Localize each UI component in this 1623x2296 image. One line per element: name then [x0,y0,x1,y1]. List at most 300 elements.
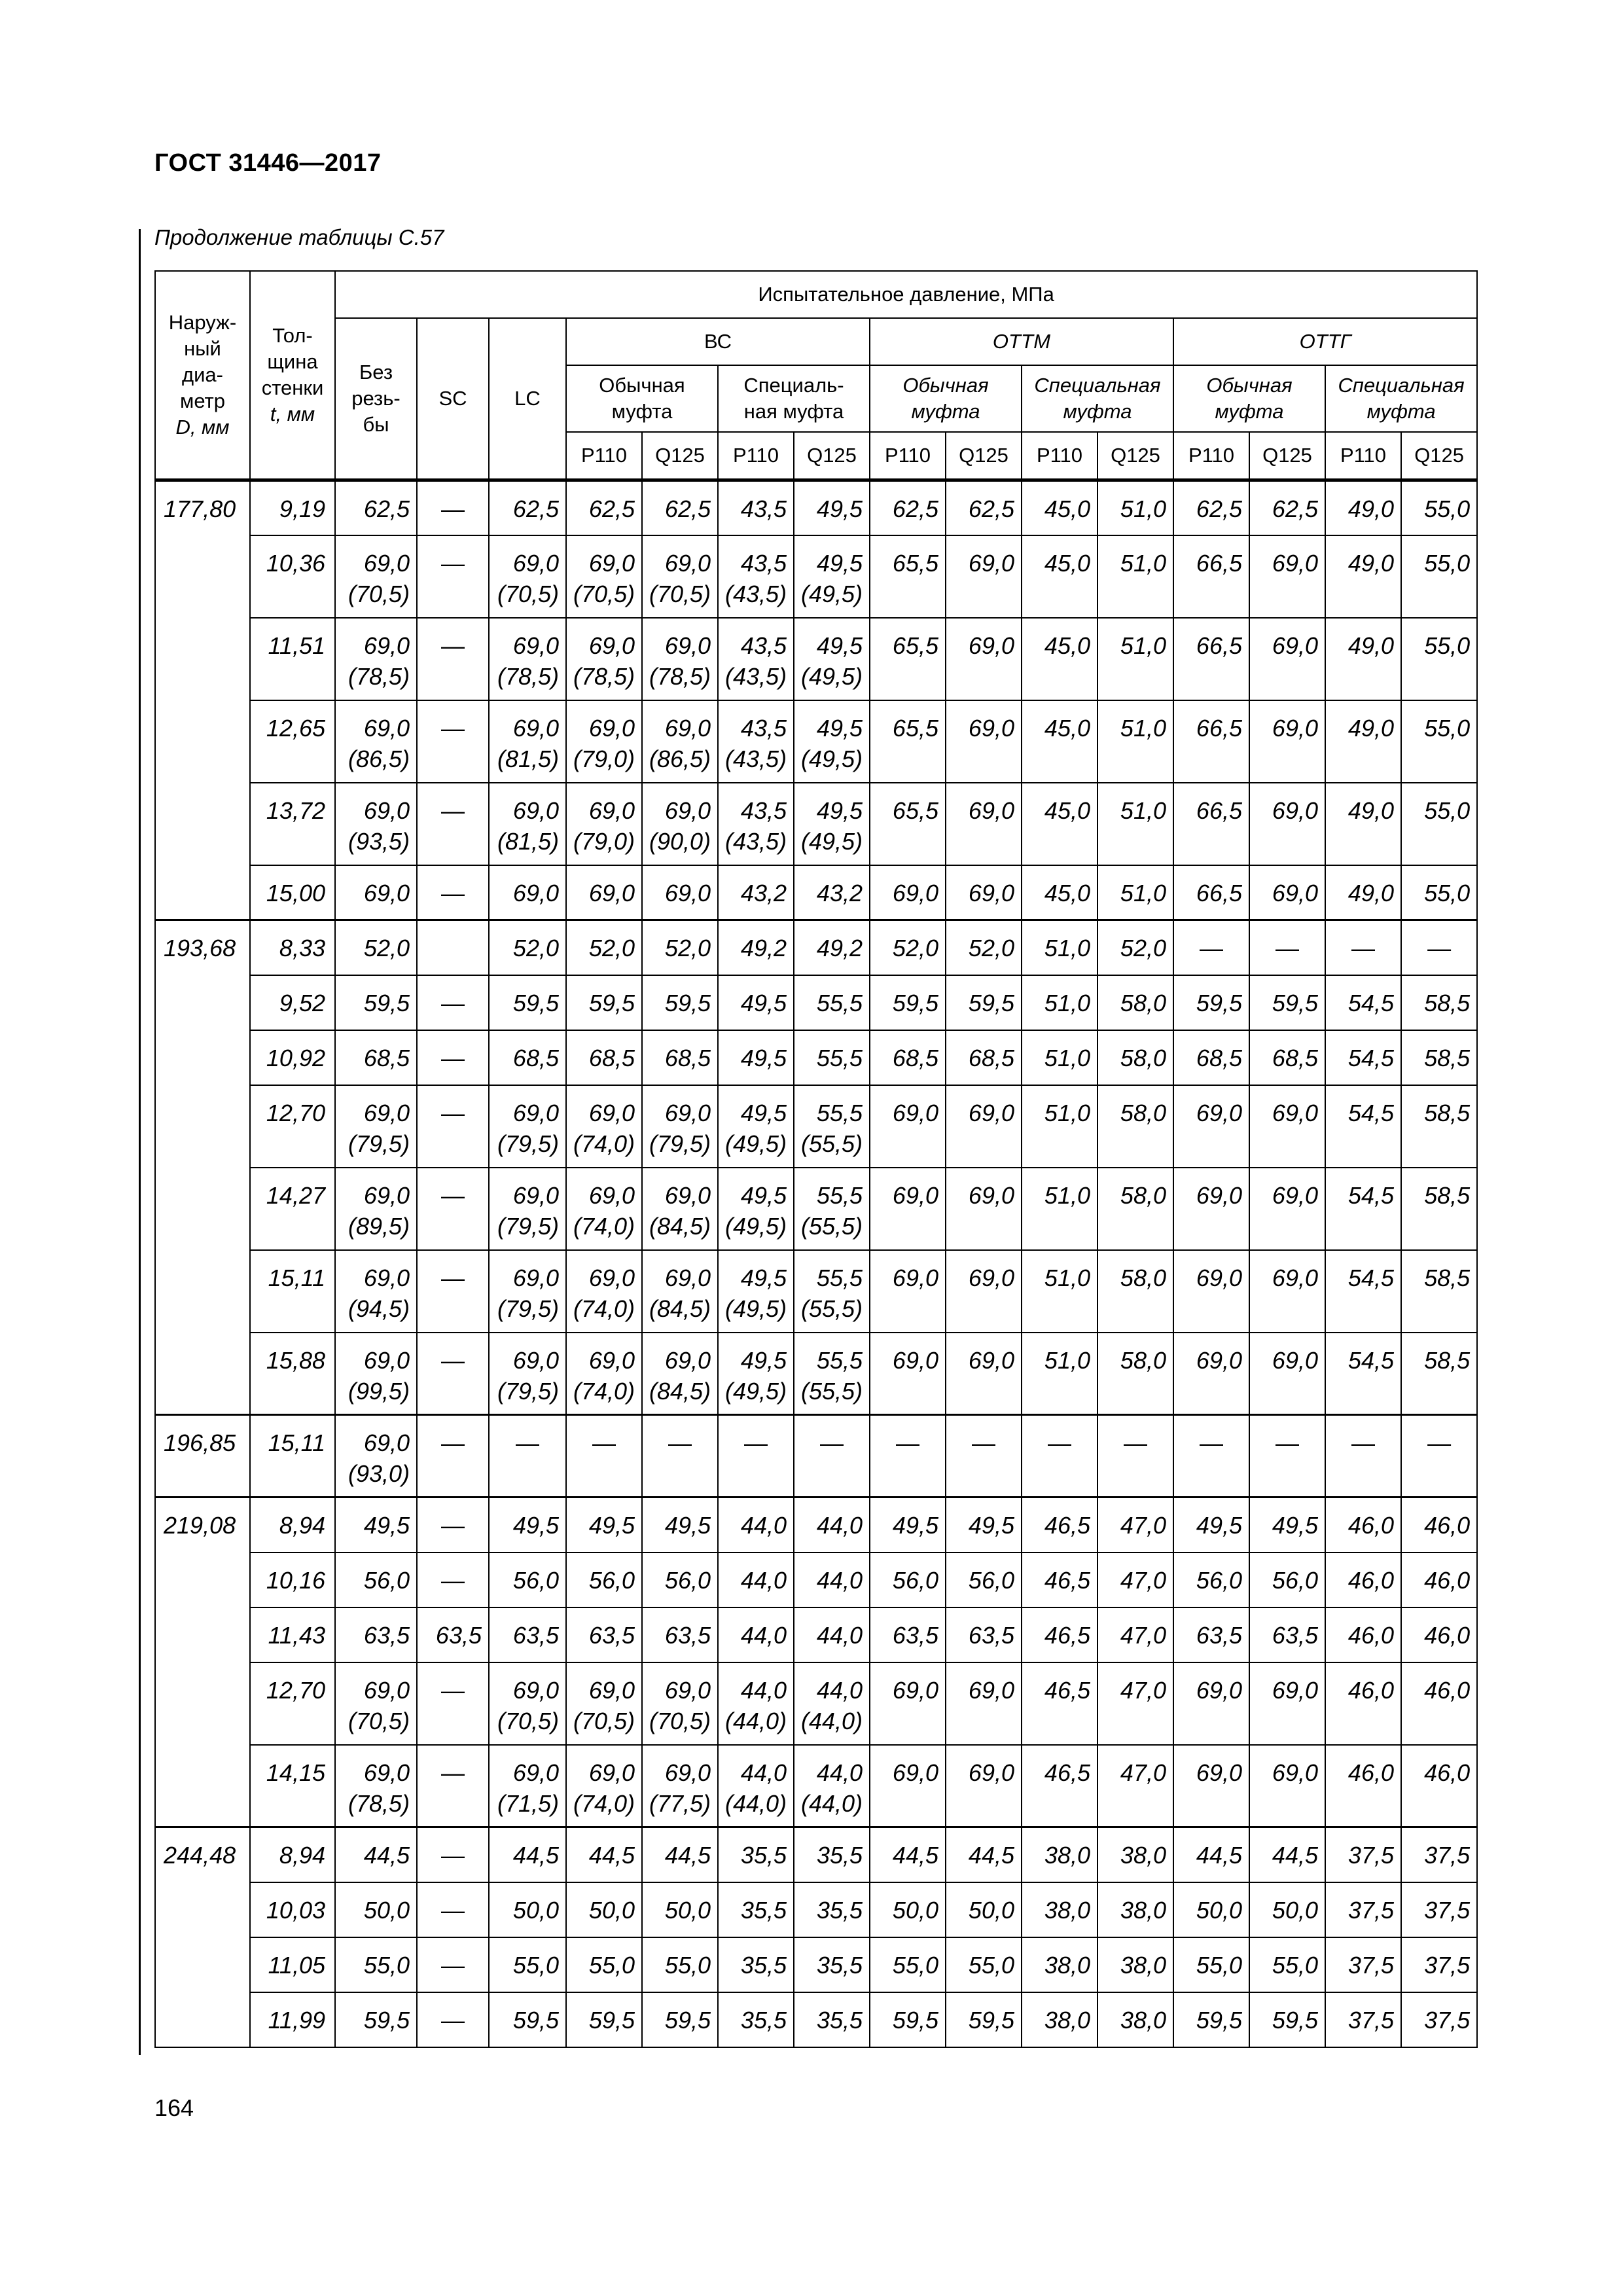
cell-pressure: 44,5 [870,1827,946,1882]
cell-pressure: — [417,1168,489,1250]
cell-pressure: 46,0 [1401,1552,1477,1607]
cell-pressure: 55,0 [1249,1937,1325,1992]
cell-pressure: 51,0 [1097,865,1173,920]
cell-pressure: 46,5 [1022,1745,1097,1827]
cell-pressure: — [794,1415,870,1498]
cell-pressure: 35,5 [794,1937,870,1992]
cell-pressure: 49,5 [642,1498,718,1552]
cell-pressure: 69,0 (70,5) [489,535,566,618]
cell-wall-thickness: 11,05 [250,1937,335,1992]
cell-pressure: 69,0 (70,5) [335,535,417,618]
header-grade: Q125 [1097,432,1173,480]
cell-pressure: 52,0 [1097,920,1173,975]
cell-pressure: 43,5 (43,5) [718,700,794,783]
header-grade: Q125 [642,432,718,480]
cell-pressure: 69,0 [1249,700,1325,783]
cell-pressure: 69,0 (70,5) [566,1662,642,1745]
cell-pressure: 69,0 [870,1745,946,1827]
cell-pressure: 35,5 [718,1827,794,1882]
cell-pressure: — [946,1415,1022,1498]
cell-pressure: 63,5 [870,1607,946,1662]
cell-wall-thickness: 8,33 [250,920,335,975]
header-grade: Р110 [1022,432,1097,480]
cell-pressure: 69,0 (84,5) [642,1250,718,1333]
cell-pressure: 69,0 (74,0) [566,1085,642,1168]
cell-pressure: 52,0 [946,920,1022,975]
cell-outer-diameter: 196,85 [155,1415,250,1498]
cell-pressure: 65,5 [870,535,946,618]
cell-outer-diameter [155,865,250,920]
cell-pressure: 46,0 [1401,1662,1477,1745]
cell-pressure: 63,5 [946,1607,1022,1662]
cell-wall-thickness: 8,94 [250,1498,335,1552]
cell-pressure: 55,0 [1401,480,1477,535]
cell-pressure: — [718,1415,794,1498]
table-row [155,865,1477,920]
cell-pressure: 69,0 [870,1333,946,1415]
cell-pressure: 49,5 [489,1498,566,1552]
cell-pressure: 55,5 (55,5) [794,1168,870,1250]
cell-pressure: — [417,1498,489,1552]
cell-pressure: 62,5 [489,480,566,535]
cell-pressure: 54,5 [1325,1085,1401,1168]
cell-pressure: 47,0 [1097,1745,1173,1827]
cell-pressure: 69,0 [946,618,1022,700]
cell-pressure: 38,0 [1022,1937,1097,1992]
header-ottm-regular: Обычная муфта [870,365,1022,432]
table-row [155,1498,1477,1552]
header-grade: Q125 [1249,432,1325,480]
cell-pressure: 69,0 [870,1662,946,1745]
cell-pressure: 69,0 [1173,1250,1249,1333]
header-bc-regular: Обычная муфта [566,365,718,432]
cell-pressure: — [417,1030,489,1085]
cell-pressure: 69,0 (79,5) [489,1250,566,1333]
cell-pressure: — [1173,1415,1249,1498]
cell-wall-thickness: 10,16 [250,1552,335,1607]
cell-pressure: — [417,1745,489,1827]
cell-pressure: 69,0 (94,5) [335,1250,417,1333]
cell-outer-diameter [155,1937,250,1992]
cell-pressure: 69,0 (79,5) [489,1085,566,1168]
cell-outer-diameter [155,1745,250,1827]
cell-outer-diameter [155,1992,250,2047]
cell-pressure: 65,5 [870,700,946,783]
cell-pressure: — [417,1552,489,1607]
cell-pressure: 49,5 [718,975,794,1030]
cell-pressure: 69,0 (90,0) [642,783,718,865]
cell-pressure: 59,5 [870,975,946,1030]
cell-pressure: 59,5 [566,1992,642,2047]
cell-pressure: 69,0 [870,1250,946,1333]
cell-pressure: 50,0 [489,1882,566,1937]
header-grade: Р110 [566,432,642,480]
cell-wall-thickness: 12,65 [250,700,335,783]
cell-pressure: 68,5 [335,1030,417,1085]
cell-pressure: 69,0 (70,5) [489,1662,566,1745]
header-lc: LC [489,318,566,480]
cell-pressure: 46,5 [1022,1607,1097,1662]
header-grade: Р110 [718,432,794,480]
cell-pressure: 69,0 (78,5) [335,618,417,700]
cell-pressure: 69,0 [1249,535,1325,618]
table-row [155,480,1477,535]
cell-pressure: 59,5 [489,1992,566,2047]
cell-pressure: 69,0 [489,865,566,920]
cell-pressure: 63,5 [335,1607,417,1662]
cell-pressure: 47,0 [1097,1552,1173,1607]
cell-pressure: 38,0 [1022,1827,1097,1882]
cell-pressure: 49,0 [1325,535,1401,618]
cell-pressure: 69,0 (86,5) [642,700,718,783]
cell-pressure: 59,5 [1249,975,1325,1030]
header-ottg: ОТТГ [1173,318,1477,365]
cell-pressure: 44,0 [718,1498,794,1552]
cell-pressure: 58,0 [1097,1030,1173,1085]
cell-pressure: 58,0 [1097,1085,1173,1168]
cell-pressure: 69,0 (79,5) [642,1085,718,1168]
cell-pressure: 69,0 [1249,865,1325,920]
cell-pressure: 69,0 (93,0) [335,1415,417,1498]
cell-pressure: 43,2 [718,865,794,920]
cell-pressure: 44,0 (44,0) [794,1662,870,1745]
cell-pressure: 47,0 [1097,1498,1173,1552]
cell-pressure: 51,0 [1097,700,1173,783]
table-row [155,1662,1477,1745]
cell-pressure: 69,0 (79,5) [489,1333,566,1415]
cell-pressure: — [1173,920,1249,975]
header-outer-diameter: Наруж- ный диа- метр D, мм [155,271,250,480]
cell-wall-thickness: 11,51 [250,618,335,700]
cell-pressure: 59,5 [1249,1992,1325,2047]
cell-wall-thickness: 10,92 [250,1030,335,1085]
cell-pressure: 46,5 [1022,1552,1097,1607]
cell-outer-diameter [155,1085,250,1168]
cell-pressure: 69,0 [946,700,1022,783]
cell-pressure: 69,0 [1173,1662,1249,1745]
cell-pressure: 66,5 [1173,535,1249,618]
table-row [155,1250,1477,1333]
cell-pressure: 45,0 [1022,618,1097,700]
cell-pressure: 55,0 [642,1937,718,1992]
cell-pressure: — [417,618,489,700]
cell-outer-diameter [155,1662,250,1745]
standard-title: ГОСТ 31446—2017 [154,149,382,177]
cell-pressure: 69,0 [946,1662,1022,1745]
cell-pressure: 58,5 [1401,1168,1477,1250]
cell-wall-thickness: 9,52 [250,975,335,1030]
cell-outer-diameter [155,1030,250,1085]
cell-wall-thickness: 10,03 [250,1882,335,1937]
cell-pressure: 66,5 [1173,700,1249,783]
cell-pressure: 43,5 [718,480,794,535]
header-bc-special: Специаль- ная муфта [718,365,870,432]
cell-pressure: 35,5 [718,1937,794,1992]
header-grade: Р110 [1173,432,1249,480]
cell-outer-diameter: 177,80 [155,480,250,535]
cell-outer-diameter: 193,68 [155,920,250,975]
cell-outer-diameter [155,1333,250,1415]
cell-pressure: 51,0 [1022,1030,1097,1085]
table-row [155,1333,1477,1415]
cell-pressure: 69,0 (89,5) [335,1168,417,1250]
cell-pressure: 44,0 (44,0) [718,1745,794,1827]
cell-pressure: 56,0 [1249,1552,1325,1607]
cell-pressure: 62,5 [335,480,417,535]
table-row [155,1882,1477,1937]
header-test-pressure: Испытательное давление, МПа [335,271,1477,318]
cell-pressure: 50,0 [946,1882,1022,1937]
cell-pressure: 69,0 (79,0) [566,700,642,783]
cell-outer-diameter: 219,08 [155,1498,250,1552]
header-grade: Q125 [1401,432,1477,480]
cell-pressure: 59,5 [870,1992,946,2047]
cell-pressure: 45,0 [1022,865,1097,920]
cell-pressure: 50,0 [1249,1882,1325,1937]
cell-pressure: 63,5 [566,1607,642,1662]
cell-wall-thickness: 8,94 [250,1827,335,1882]
table-row [155,618,1477,700]
cell-pressure: 69,0 [946,783,1022,865]
cell-pressure: 69,0 [1249,618,1325,700]
cell-pressure: — [1401,1415,1477,1498]
cell-outer-diameter [155,783,250,865]
cell-pressure: 69,0 (99,5) [335,1333,417,1415]
table-row [155,783,1477,865]
cell-outer-diameter [155,618,250,700]
cell-pressure: 65,5 [870,618,946,700]
cell-pressure: 68,5 [946,1030,1022,1085]
cell-pressure: 59,5 [642,975,718,1030]
cell-pressure: 46,0 [1325,1662,1401,1745]
cell-wall-thickness: 13,72 [250,783,335,865]
cell-pressure: 46,0 [1401,1498,1477,1552]
cell-pressure: 69,0 [1249,1333,1325,1415]
cell-pressure: 59,5 [489,975,566,1030]
margin-rule [139,229,141,2055]
cell-pressure: 54,5 [1325,975,1401,1030]
cell-pressure: 69,0 [946,1333,1022,1415]
cell-pressure: — [642,1415,718,1498]
cell-pressure: 43,5 (43,5) [718,535,794,618]
cell-wall-thickness: 15,00 [250,865,335,920]
cell-pressure: 55,5 [794,975,870,1030]
cell-pressure: 49,5 (49,5) [794,783,870,865]
cell-pressure: 55,0 [946,1937,1022,1992]
cell-pressure: — [1401,920,1477,975]
cell-pressure: 58,0 [1097,1333,1173,1415]
cell-pressure: 55,0 [566,1937,642,1992]
cell-pressure: 69,0 [1249,1085,1325,1168]
cell-pressure: 37,5 [1325,1827,1401,1882]
cell-pressure: 59,5 [335,975,417,1030]
cell-pressure: 49,5 [718,1030,794,1085]
cell-wall-thickness: 10,36 [250,535,335,618]
cell-pressure: 69,0 [1173,1333,1249,1415]
cell-pressure: 55,5 (55,5) [794,1333,870,1415]
cell-pressure: 45,0 [1022,700,1097,783]
cell-pressure: 68,5 [870,1030,946,1085]
cell-pressure: 69,0 (79,5) [335,1085,417,1168]
cell-pressure: 69,0 [946,1250,1022,1333]
cell-outer-diameter [155,1882,250,1937]
cell-pressure: 35,5 [794,1827,870,1882]
cell-pressure: 59,5 [335,1992,417,2047]
cell-pressure: 44,0 [794,1552,870,1607]
cell-pressure: 56,0 [642,1552,718,1607]
cell-outer-diameter [155,700,250,783]
cell-pressure: 55,0 [335,1937,417,1992]
cell-pressure: 37,5 [1325,1937,1401,1992]
cell-pressure: — [417,1415,489,1498]
header-grade: Q125 [794,432,870,480]
cell-pressure: 55,0 [1401,783,1477,865]
cell-pressure: 69,0 (70,5) [566,535,642,618]
cell-pressure: 44,0 [794,1498,870,1552]
cell-outer-diameter: 244,48 [155,1827,250,1882]
cell-pressure: 62,5 [1173,480,1249,535]
cell-pressure: 47,0 [1097,1607,1173,1662]
cell-pressure: 46,5 [1022,1498,1097,1552]
cell-pressure: 69,0 [1249,1745,1325,1827]
cell-pressure: 55,0 [1401,618,1477,700]
cell-pressure: 58,5 [1401,1333,1477,1415]
cell-pressure: 62,5 [870,480,946,535]
header-bc: ВС [566,318,870,365]
cell-pressure: 50,0 [1173,1882,1249,1937]
table-row [155,1827,1477,1882]
cell-pressure: — [1249,920,1325,975]
cell-pressure: — [417,1333,489,1415]
cell-pressure: 38,0 [1097,1827,1173,1882]
cell-pressure: 49,0 [1325,618,1401,700]
cell-outer-diameter [155,975,250,1030]
cell-pressure: 55,5 (55,5) [794,1250,870,1333]
cell-pressure: — [1325,920,1401,975]
cell-pressure: — [1022,1415,1097,1498]
cell-pressure: 38,0 [1097,1937,1173,1992]
cell-pressure: 69,0 [1249,783,1325,865]
cell-pressure: 49,5 (49,5) [718,1333,794,1415]
cell-pressure: 55,0 [1401,535,1477,618]
cell-pressure: 69,0 [870,865,946,920]
cell-pressure: 69,0 (84,5) [642,1168,718,1250]
cell-pressure: 51,0 [1097,783,1173,865]
cell-pressure: 38,0 [1022,1882,1097,1937]
cell-pressure: 49,5 (49,5) [794,700,870,783]
cell-pressure: 69,0 [946,865,1022,920]
cell-wall-thickness: 11,43 [250,1607,335,1662]
cell-pressure: 49,5 (49,5) [718,1168,794,1250]
table-row [155,975,1477,1030]
cell-wall-thickness: 14,15 [250,1745,335,1827]
cell-pressure: 63,5 [1173,1607,1249,1662]
cell-pressure: 50,0 [566,1882,642,1937]
cell-outer-diameter [155,535,250,618]
cell-pressure: 38,0 [1097,1882,1173,1937]
cell-pressure: 37,5 [1401,1992,1477,2047]
table-caption: Продолжение таблицы С.57 [154,225,444,249]
cell-pressure: — [417,1827,489,1882]
cell-pressure: 52,0 [335,920,417,975]
cell-pressure: — [417,1250,489,1333]
cell-pressure: 69,0 (70,5) [642,535,718,618]
cell-wall-thickness: 11,99 [250,1992,335,2047]
cell-pressure: — [566,1415,642,1498]
cell-pressure: 69,0 (74,0) [566,1745,642,1827]
cell-pressure: 69,0 [946,1085,1022,1168]
cell-pressure: 69,0 (86,5) [335,700,417,783]
table-row [155,1168,1477,1250]
cell-pressure: 47,0 [1097,1662,1173,1745]
cell-pressure: 63,5 [642,1607,718,1662]
cell-pressure: 69,0 [1249,1168,1325,1250]
cell-pressure: 62,5 [642,480,718,535]
cell-pressure: — [417,975,489,1030]
cell-pressure: 69,0 (78,5) [335,1745,417,1827]
cell-pressure: 58,5 [1401,975,1477,1030]
cell-pressure: 46,0 [1325,1498,1401,1552]
cell-pressure: 49,5 (49,5) [794,535,870,618]
cell-pressure: 58,5 [1401,1250,1477,1333]
cell-pressure: 69,0 (71,5) [489,1745,566,1827]
cell-pressure: 37,5 [1401,1937,1477,1992]
cell-pressure: 56,0 [335,1552,417,1607]
cell-pressure: 37,5 [1325,1882,1401,1937]
cell-pressure: 69,0 [1173,1085,1249,1168]
cell-pressure: 44,5 [489,1827,566,1882]
cell-pressure: 49,5 (49,5) [794,618,870,700]
cell-pressure: 68,5 [642,1030,718,1085]
cell-pressure: 62,5 [946,480,1022,535]
cell-pressure: 59,5 [946,1992,1022,2047]
cell-pressure: 49,2 [794,920,870,975]
cell-pressure: 49,5 [794,480,870,535]
cell-pressure: 55,5 (55,5) [794,1085,870,1168]
cell-pressure: 44,0 (44,0) [718,1662,794,1745]
cell-pressure: 51,0 [1022,975,1097,1030]
cell-pressure: 69,0 (81,5) [489,783,566,865]
cell-pressure: 35,5 [718,1992,794,2047]
cell-pressure: — [417,1882,489,1937]
cell-pressure: 69,0 (79,5) [489,1168,566,1250]
cell-pressure: 69,0 (78,5) [566,618,642,700]
cell-wall-thickness: 9,19 [250,480,335,535]
cell-pressure: 69,0 (77,5) [642,1745,718,1827]
cell-pressure: 49,0 [1325,865,1401,920]
cell-pressure: 37,5 [1325,1992,1401,2047]
cell-pressure: 59,5 [946,975,1022,1030]
cell-pressure: 68,5 [566,1030,642,1085]
cell-pressure: 69,0 (70,5) [642,1662,718,1745]
cell-wall-thickness: 12,70 [250,1085,335,1168]
cell-pressure: 46,5 [1022,1662,1097,1745]
table-row [155,535,1477,618]
cell-pressure: 49,5 (49,5) [718,1250,794,1333]
table-row [155,1937,1477,1992]
cell-pressure: 51,0 [1022,920,1097,975]
cell-pressure: 52,0 [489,920,566,975]
cell-pressure: 49,5 [1249,1498,1325,1552]
cell-pressure: 49,2 [718,920,794,975]
cell-pressure: 56,0 [870,1552,946,1607]
cell-pressure: — [417,1937,489,1992]
cell-pressure: 51,0 [1022,1333,1097,1415]
cell-pressure: 35,5 [794,1992,870,2047]
header-wall-thickness: Тол- щина стенки t, мм [250,271,335,480]
cell-pressure: 62,5 [1249,480,1325,535]
table-row [155,1992,1477,2047]
